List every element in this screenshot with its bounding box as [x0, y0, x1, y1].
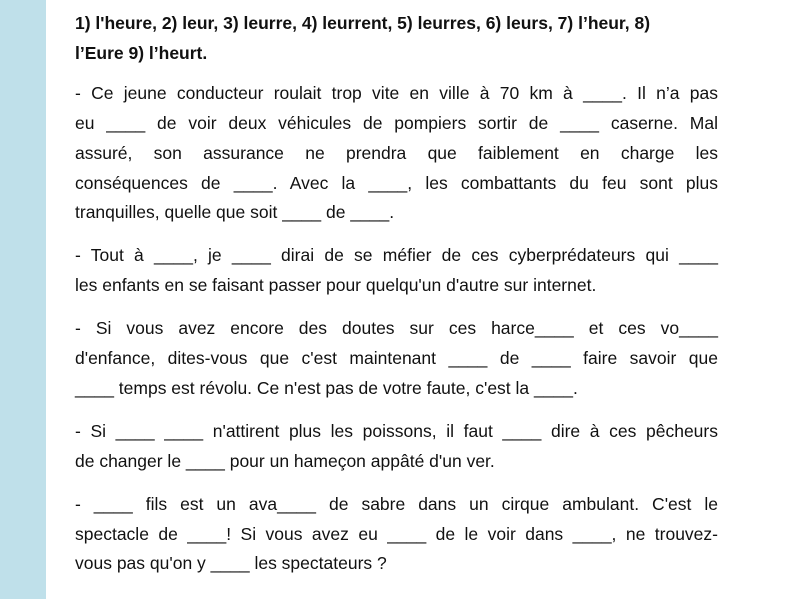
- text-line: spectacle de ____! Si vous avez eu ____ de le voir dans ____, ne trouvez-: [75, 523, 718, 544]
- exercise-paragraph-4: [75, 417, 718, 476]
- text-line: - Si vous avez encore des doutes sur ces harce____ et ces vo____: [75, 318, 718, 339]
- exercise-paragraph-1: [75, 79, 718, 228]
- header-line: 1) l'heure, 2) leur, 3) leurre, 4) leurrent, 5) leurres, 6) leurs, 7) l’heur, 8): [75, 13, 651, 33]
- text-line: les enfants en se faisant passer pour quelqu'un d'autre sur internet.: [75, 275, 597, 296]
- text-line: - Ce jeune conducteur roulait trop vite en ville à 70 km à ____. Il n’a pas: [75, 83, 718, 104]
- text-line: ____ temps est révolu. Ce n'est pas de votre faute, c'est la ____.: [75, 377, 578, 398]
- text-line: assuré, son assurance ne prendra que faiblement en charge les: [75, 142, 718, 163]
- text-line: d'enfance, dites-vous que c'est maintenant ____ de ____ faire savoir que: [75, 348, 718, 369]
- text-line: - ____ fils est un ava____ de sabre dans un cirque ambulant. C'est le: [75, 493, 718, 514]
- exercise-document: [46, 0, 793, 599]
- text-line: tranquilles, quelle que soit ____ de ____.: [75, 202, 395, 223]
- text-line: de changer le ____ pour un hameçon appâté d'un ver.: [75, 450, 495, 471]
- exercise-paragraph-2: [75, 241, 718, 300]
- exercise-paragraph-3: [75, 314, 718, 403]
- text-line: conséquences de ____. Avec la ____, les combattants du feu sont plus: [75, 172, 718, 193]
- text-line: eu ____ de voir deux véhicules de pompiers sortir de ____ caserne. Mal: [75, 113, 718, 134]
- exercise-paragraph-5: [75, 490, 718, 579]
- text-line: vous pas qu'on y ____ les spectateurs ?: [75, 553, 387, 574]
- text-line: - Si ____ ____ n'attirent plus les poissons, il faut ____ dire à ces pêcheurs: [75, 420, 718, 441]
- text-line: - Tout à ____, je ____ dirai de se méfier de ces cyberprédateurs qui ____: [75, 245, 718, 266]
- answer-key-header: [75, 9, 718, 68]
- header-line: l’Eure 9) l’heurt.: [75, 42, 208, 63]
